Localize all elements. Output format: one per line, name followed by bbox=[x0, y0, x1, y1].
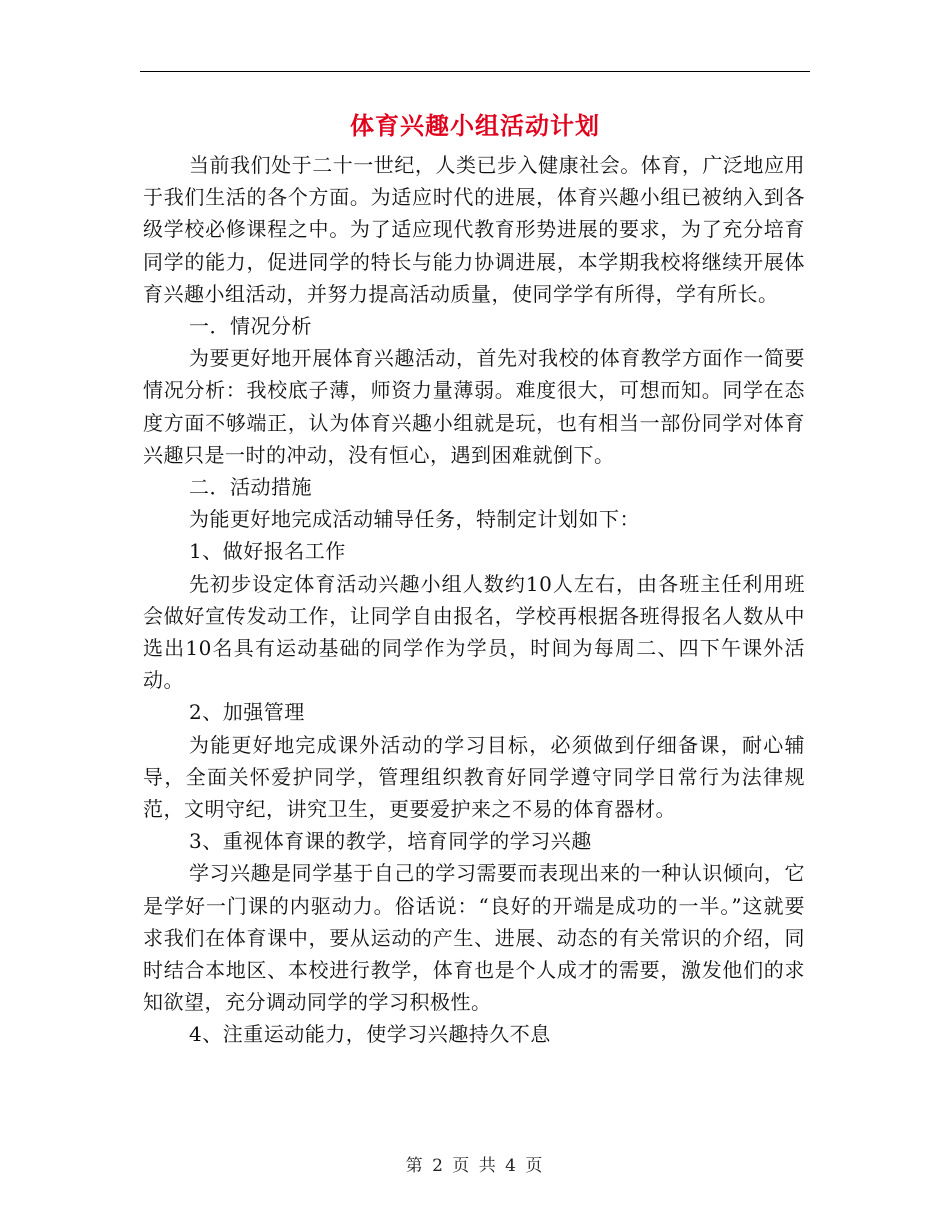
paragraph-teaching: 学习兴趣是同学基于自己的学习需要而表现出来的一种认识倾向，它是学好一门课的内驱动力。俗话说：“良好的开端是成功的一半。”这就要求我们在体育课中，要从运动的产生、进展、动态的有关常识的介绍，同时结合本地区、本校进行教学，体育也是个人成才的需要，激发他们的求知欲望，充分调动同学的学习积极性。 bbox=[143, 861, 805, 1015]
paragraph-situation-analysis: 为要更好地开展体育兴趣活动，首先对我校的体育教学方面作一简要情况分析：我校底子薄，师资力量薄弱。难度很大，可想而知。同学在态度方面不够端正，认为体育兴趣小组就是玩，也有相当一部份同学对体育兴趣只是一时的冲动，没有恒心，遇到困难就倒下。 bbox=[143, 346, 805, 467]
heading-motor-ability: 4、注重运动能力，使学习兴趣持久不息 bbox=[189, 1022, 551, 1047]
heading-situation-analysis: 一．情况分析 bbox=[189, 314, 312, 339]
page-footer: 第 2 页 共 4 页 bbox=[405, 1156, 545, 1176]
document-title: 体育兴趣小组活动计划 bbox=[350, 111, 600, 140]
heading-activity-measures: 二．活动措施 bbox=[189, 475, 312, 500]
document-body bbox=[143, 149, 805, 1051]
paragraph-plan-intro: 为能更好地完成活动辅导任务，特制定计划如下： bbox=[189, 507, 640, 532]
paragraph-management: 为能更好地完成课外活动的学习目标，必须做到仔细备课，耐心辅导，全面关怀爱护同学，管理组织教育好同学遵守同学日常行为法律规范，文明守纪，讲究卫生，更要爱护来之不易的体育器材。 bbox=[143, 732, 805, 822]
paragraph-registration: 先初步设定体育活动兴趣小组人数约10人左右，由各班主任利用班会做好宣传发动工作，让同学自由报名，学校再根据各班得报名人数从中选出10名具有运动基础的同学作为学员，时间为每周二、四下午课外活动。 bbox=[143, 571, 805, 693]
paragraph-intro: 当前我们处于二十一世纪，人类已步入健康社会。体育，广泛地应用于我们生活的各个方面。为适应时代的进展，体育兴趣小组已被纳入到各级学校必修课程之中。为了适应现代教育形势进展的要求，为了充分培育同学的能力，促进同学的特长与能力协调进展，本学期我校将继续开展体育兴趣小组活动，并努力提高活动质量，使同学学有所得，学有所长。 bbox=[143, 153, 805, 306]
header-rule bbox=[140, 71, 810, 72]
heading-teaching: 3、重视体育课的教学，培育同学的学习兴趣 bbox=[189, 829, 592, 854]
heading-management: 2、加强管理 bbox=[189, 700, 305, 725]
heading-registration: 1、做好报名工作 bbox=[189, 539, 346, 564]
